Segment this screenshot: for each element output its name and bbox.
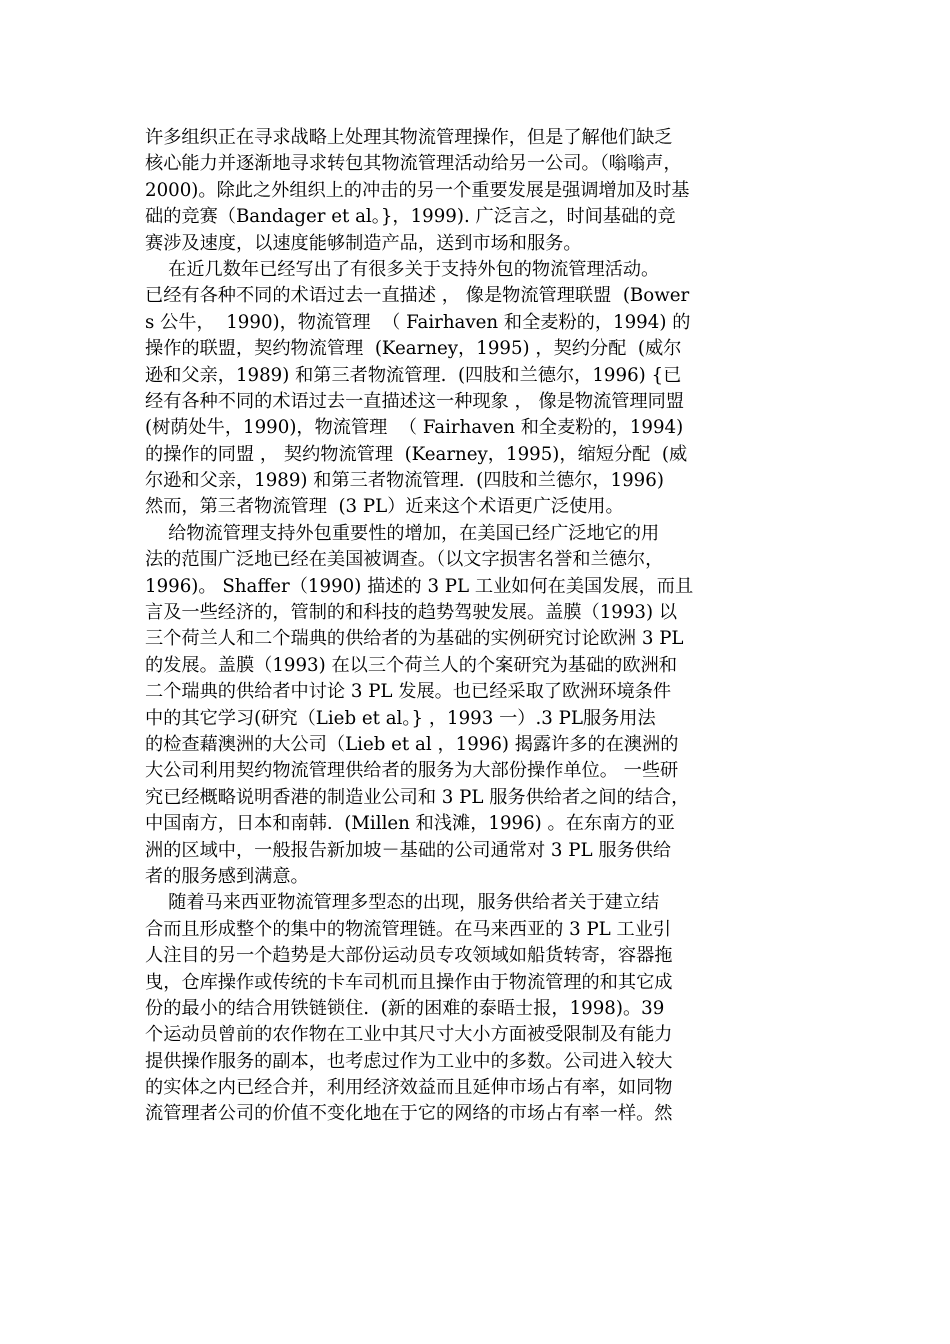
- text-line: 已经有各种不同的术语过去一直描述 ， 像是物流管理联盟 (Bower: [145, 285, 690, 307]
- text-line: 础的竞赛（Bandager et al。}，1999). 广泛言之，时间基础的竞: [145, 206, 676, 228]
- text-line: 曳，仓库操作或传统的卡车司机而且操作由于物流管理的和其它成: [145, 971, 673, 993]
- text-line: 给物流管理支持外包重要性的增加，在美国已经广泛地它的用: [145, 522, 660, 544]
- text-line: 中国南方，日本和南韩. (Millen 和浅滩，1996) 。在东南方的亚: [145, 813, 675, 835]
- text-line: 人注目的另一个趋势是大部份运动员专攻领域如船货转寄，容器拖: [145, 945, 673, 967]
- text-line: 流管理者公司的价值不变化地在于它的网络的市场占有率一样。然: [145, 1103, 673, 1125]
- text-line: 中的其它学习(研究（Lieb et al。} ，1993 一）.3 PL服务用法: [145, 707, 656, 729]
- paragraph: [145, 890, 810, 1128]
- paragraph: [145, 125, 810, 257]
- paragraph: [145, 257, 810, 521]
- text-line: 随着马来西亚物流管理多型态的出现，服务供给者关于建立结: [145, 892, 660, 914]
- text-line: 的操作的同盟 ， 契约物流管理 (Kearney，1995)，缩短分配 (威: [145, 443, 688, 465]
- text-line: 的实体之内已经合并，利用经济效益而且延伸市场占有率，如同物: [145, 1077, 673, 1099]
- text-line: 许多组织正在寻求战略上处理其物流管理操作，但是了解他们缺乏: [145, 127, 673, 148]
- text-line: 洲的区域中，一般报告新加坡－基础的公司通常对 3 PL 服务供给: [145, 839, 672, 861]
- text-line: 提供操作服务的副本，也考虑过作为工业中的多数。公司进入较大: [145, 1050, 673, 1072]
- text-line: 个运动员曾前的农作物在工业中其尺寸大小方面被受限制及有能力: [145, 1024, 673, 1046]
- text-line: 大公司利用契约物流管理供给者的服务为大部份操作单位。 一些研: [145, 760, 679, 782]
- text-line: 合而且形成整个的集中的物流管理链。在马来西亚的 3 PL 工业引: [145, 918, 672, 940]
- text-line: 份的最小的结合用铁链锁住. (新的困难的泰晤士报，1998)。39: [145, 997, 665, 1019]
- text-line: 然而，第三者物流管理 (3 PL）近来这个术语更广泛使用。: [145, 496, 624, 518]
- text-line: 二个瑞典的供给者中讨论 3 PL 发展。也已经采取了欧洲环境条件: [145, 681, 672, 703]
- text-line: 1996)。 Shaffer（1990) 描述的 3 PL 工业如何在美国发展，而且: [145, 575, 694, 597]
- text-line: 三个荷兰人和二个瑞典的供给者的为基础的实例研究讨论欧洲 3 PL: [145, 628, 684, 650]
- text-line: 赛涉及速度，以速度能够制造产品，送到市场和服务。: [145, 232, 582, 254]
- text-line: 操作的联盟，契约物流管理 (Kearney，1995) ，契约分配 (威尔: [145, 338, 682, 360]
- text-line: 逊和父亲，1989) 和第三者物流管理. (四肢和兰德尔，1996) {已: [145, 364, 682, 386]
- text-line: s 公牛， 1990)，物流管理 （ Fairhaven 和全麦粉的，1994) 的: [145, 311, 691, 333]
- text-line: 核心能力并逐渐地寻求转包其物流管理活动给另一公司。（嗡嗡声，: [145, 153, 682, 175]
- paragraph: [145, 521, 810, 890]
- text-line: 的检查藉澳洲的大公司（Lieb et al ，1996) 揭露许多的在澳洲的: [145, 733, 679, 755]
- text-line: 言及一些经济的，管制的和科技的趋势驾驶发展。盖膜（1993) 以: [145, 602, 678, 624]
- text-line: 者的服务感到满意。: [145, 865, 309, 887]
- text-line: 的发展。盖膜（1993) 在以三个荷兰人的个案研究为基础的欧洲和: [145, 654, 678, 676]
- text-line: 尔逊和父亲，1989) 和第三者物流管理. (四肢和兰德尔，1996): [145, 470, 664, 492]
- text-line: 在近几数年已经写出了有很多关于支持外包的物流管理活动。: [145, 258, 660, 280]
- text-line: 究已经概略说明香港的制造业公司和 3 PL 服务供给者之间的结合，: [145, 786, 690, 808]
- text-line: 经有各种不同的术语过去一直描述这一种现象 ， 像是物流管理同盟: [145, 390, 685, 412]
- text-line: (树荫处牛，1990)，物流管理 （ Fairhaven 和全麦粉的，1994): [145, 417, 684, 439]
- text-line: 2000)。除此之外组织上的冲击的另一个重要发展是强调增加及时基: [145, 179, 690, 201]
- text-line: 法的范围广泛地已经在美国被调查。（以文字损害名誉和兰德尔，: [145, 549, 664, 571]
- body-text: [145, 125, 810, 1128]
